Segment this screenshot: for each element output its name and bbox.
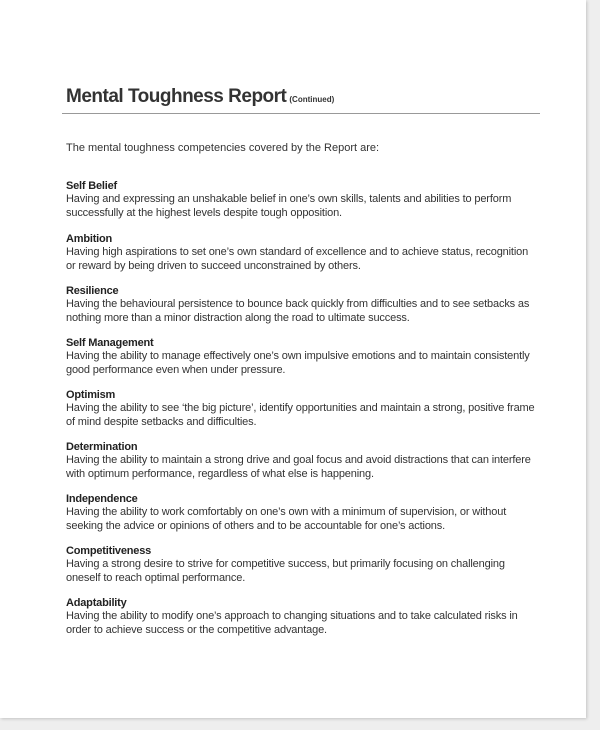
competency-adaptability — [66, 597, 536, 637]
competency-name: Resilience — [66, 285, 119, 297]
competency-description: Having and expressing an unshakable belief in one’s own skills, talents and abilities to perform successfully at the highest levels despite tough opposition. — [66, 193, 512, 219]
competency-optimism — [66, 389, 536, 429]
competency-description: Having the behavioural persistence to bounce back quickly from difficulties and to see setbacks as nothing more than a minor distraction along the road to ultimate success. — [66, 298, 530, 324]
competency-competitiveness — [66, 545, 536, 585]
competency-name: Optimism — [66, 389, 116, 401]
competency-name: Self Management — [66, 337, 154, 349]
competency-description: Having high aspirations to set one’s own standard of excellence and to achieve status, recognition or reward by being driven to succeed unconstrained by others. — [66, 246, 529, 272]
report-title-note: (Continued) — [289, 95, 335, 104]
competency-name: Ambition — [66, 233, 113, 245]
intro-text: The mental toughness competencies covered by the Report are: — [66, 142, 380, 154]
competency-name: Self Belief — [66, 180, 117, 192]
competency-description: Having a strong desire to strive for competitive success, but primarily focusing on challenging oneself to reach optimal performance. — [66, 558, 505, 584]
competency-name: Adaptability — [66, 597, 127, 609]
competency-description: Having the ability to modify one’s approach to changing situations and to take calculated risks in order to achieve success or the competitive advantage. — [66, 610, 518, 636]
report-title: Mental Toughness Report — [66, 86, 287, 107]
title-divider — [62, 113, 540, 114]
competency-ambition — [66, 233, 536, 273]
competency-name: Competitiveness — [66, 545, 152, 557]
competency-name: Determination — [66, 441, 138, 453]
competency-resilience — [66, 285, 536, 325]
competency-description: Having the ability to manage effectively one’s own impulsive emotions and to maintain consistently good performance even when under pressure. — [66, 350, 530, 376]
competency-self-management — [66, 337, 536, 377]
competency-determination — [66, 441, 536, 481]
competency-description: Having the ability to see ‘the big picture’, identify opportunities and maintain a strong, positive frame of mind despite setbacks and difficulties. — [66, 402, 535, 428]
competency-description: Having the ability to work comfortably on one’s own with a minimum of supervision, or without seeking the advice or opinions of others and to be accountable for one’s actions. — [66, 506, 507, 532]
competency-name: Independence — [66, 493, 138, 505]
competency-description: Having the ability to maintain a strong drive and goal focus and avoid distractions that can interfere with optimum performance, regardless of what else is happening. — [66, 454, 531, 480]
report-header — [66, 86, 334, 108]
competency-self-belief — [66, 180, 536, 220]
competency-independence — [66, 493, 536, 533]
